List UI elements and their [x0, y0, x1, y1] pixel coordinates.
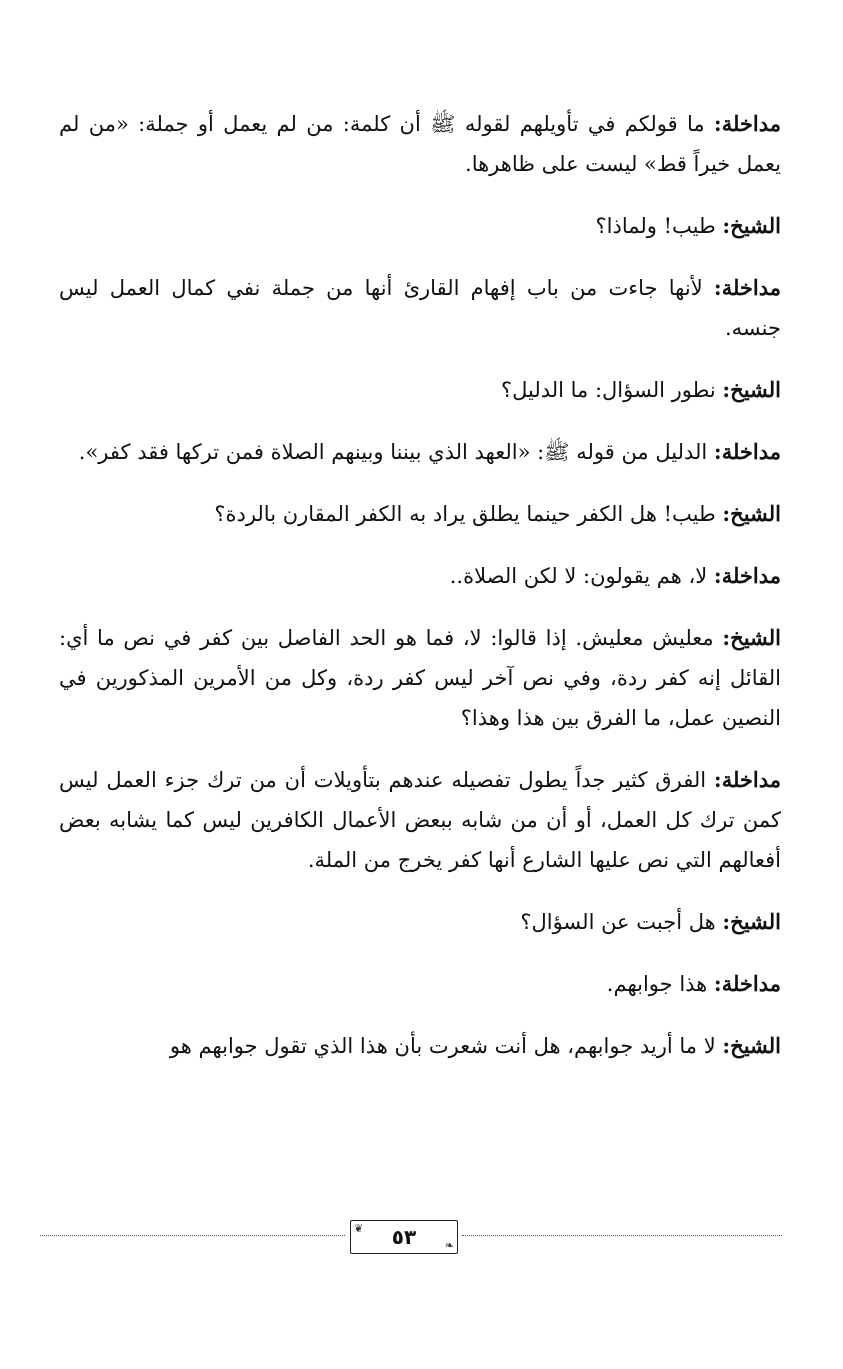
speaker-label: الشيخ :: [722, 501, 781, 526]
paragraph-text: طيب! ولماذا؟: [595, 214, 723, 238]
paragraph-text: ما قولكم في تأويلهم لقوله ﷺ أن كلمة: من لم يعمل أو جملة: «من لم يعمل خيراً قط» ليست على ظاهرها.: [59, 112, 781, 176]
paragraph-4: [59, 370, 781, 410]
paragraph-5: [59, 432, 781, 472]
speaker-label: مداخلة :: [714, 767, 781, 792]
page-number-frame: [350, 1220, 458, 1254]
speaker-label: مداخلة :: [714, 275, 781, 300]
paragraph-3: [59, 268, 781, 348]
paragraph-2: [59, 206, 781, 246]
speaker-label: مداخلة :: [714, 971, 781, 996]
speaker-label: الشيخ :: [722, 625, 781, 650]
floral-ornament-icon: ❧: [444, 1239, 454, 1252]
page-number: ٥٣: [391, 1225, 417, 1249]
speaker-label: مداخلة :: [714, 439, 781, 464]
footer-divider-right: [462, 1235, 782, 1236]
page-footer: [40, 1218, 782, 1258]
speaker-label: مداخلة :: [714, 111, 781, 136]
speaker-label: الشيخ :: [722, 213, 781, 238]
paragraph-text: نطور السؤال: ما الدليل؟: [500, 378, 723, 402]
paragraph-11: [59, 964, 781, 1004]
paragraph-1: [59, 104, 781, 184]
paragraph-text: هل أجبت عن السؤال؟: [520, 910, 723, 934]
paragraph-8: [59, 618, 781, 738]
speaker-label: الشيخ :: [722, 1033, 781, 1058]
paragraph-text: لأنها جاءت من باب إفهام القارئ أنها من جملة نفي كمال العمل ليس جنسه.: [59, 276, 781, 340]
paragraph-text: لا ما أريد جوابهم، هل أنت شعرت بأن هذا الذي تقول جوابهم هو: [169, 1034, 723, 1058]
paragraph-12: [59, 1026, 781, 1066]
paragraph-text: طيب! هل الكفر حينما يطلق يراد به الكفر المقارن بالردة؟: [214, 502, 723, 526]
paragraph-text: الفرق كثير جداً يطول تفصيله عندهم بتأويلات أن من ترك جزء العمل ليس كمن ترك كل العمل، أو أن من شابه ببعض الأعمال الكافرين ليس كما يشابه بعض أفعالهم التي نص عليها الشارع أنها كفر يخرج من الملة.: [59, 768, 781, 872]
speaker-label: الشيخ :: [722, 377, 781, 402]
paragraph-text: هذا جوابهم.: [606, 972, 714, 996]
paragraph-9: [59, 760, 781, 880]
paragraph-text: معليش معليش. إذا قالوا: لا، فما هو الحد الفاصل بين كفر في نص ما أي: القائل إنه كفر ردة، وفي نص آخر ليس كفر ردة، وكل من الأمرين المذكورين في النصين عمل، ما الفرق بين هذا وهذا؟: [59, 626, 781, 730]
speaker-label: الشيخ :: [722, 909, 781, 934]
paragraph-6: [59, 494, 781, 534]
paragraph-7: [59, 556, 781, 596]
paragraph-text: لا، هم يقولون: لا لكن الصلاة..: [449, 564, 714, 588]
page-body: [59, 104, 781, 1088]
floral-ornament-icon: ❦: [354, 1222, 364, 1235]
footer-divider-left: [40, 1235, 345, 1236]
paragraph-text: الدليل من قوله ﷺ: «العهد الذي بيننا وبينهم الصلاة فمن تركها فقد كفر».: [78, 440, 714, 464]
paragraph-10: [59, 902, 781, 942]
speaker-label: مداخلة :: [714, 563, 781, 588]
